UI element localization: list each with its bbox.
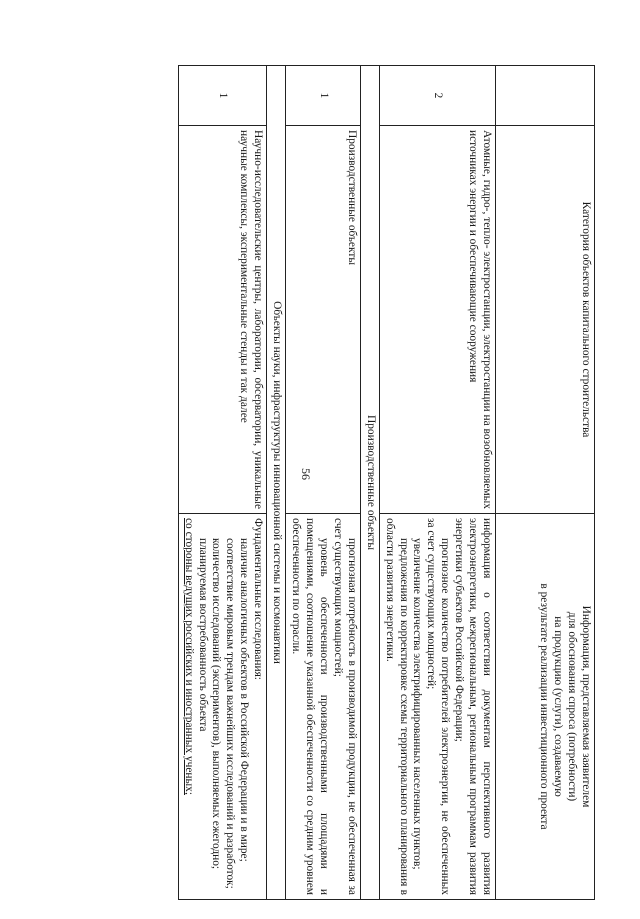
- table-row-science: [178, 66, 266, 900]
- info-paragraph: со стороны ведущих российских и иностранных ученых;: [182, 518, 195, 796]
- info-paragraph: уровень обеспеченности производственными площадями и помещениями, соотношение указанной обеспеченности со средним уровнем обеспеченности по отрасли.: [290, 518, 330, 895]
- info-paragraph: наличие аналогичных объектов в Российской Федерации и в мире;: [238, 538, 251, 862]
- header-number-cell: [496, 66, 595, 126]
- row-number: 1: [178, 66, 266, 126]
- page-number: 56: [299, 468, 313, 480]
- row-info: [178, 514, 266, 900]
- table-row-energy: [379, 66, 495, 900]
- info-paragraph: количество исследований (экспериментов), выполняемых ежегодно;: [210, 538, 223, 870]
- row-info: [286, 514, 361, 900]
- document-sheet: [76, 65, 595, 899]
- section-row-science: [267, 66, 286, 900]
- info-paragraph: предложения по корректировке схемы территориального планирования в области развития энергетики.: [383, 518, 410, 895]
- section-title: Производственные объекты: [360, 66, 379, 900]
- row-number: 1: [286, 66, 361, 126]
- info-paragraph: информация о соответствии документам перспективного развития электроэнергетики, межрегиональным, региональным программам развития энергетики субъектов Российской Федерации;: [453, 518, 493, 895]
- header-info: [496, 514, 595, 900]
- table-header-row: [496, 66, 595, 900]
- row-number: 2: [379, 66, 495, 126]
- table-row-production: [286, 66, 361, 900]
- header-info-line: в результате реализации инвестиционного проекта: [538, 583, 551, 830]
- info-title: Фундаментальные исследования:: [252, 518, 265, 680]
- info-paragraph: прогнозное количество потребителей электроэнергии, не обеспеченных за счет существующих мощностей;: [425, 518, 452, 895]
- row-category: Научно-исследовательские центры, лаборатории, обсерватории, уникальные научные комплексы, экспериментальные стенды и так далее: [178, 126, 266, 514]
- info-paragraph: соответствие мировым трендам важнейших исследований и разработок;: [224, 538, 237, 889]
- header-category: Категория объектов капитального строительства: [496, 126, 595, 514]
- row-category: Производственные объекты: [286, 126, 361, 514]
- section-row-production: [360, 66, 379, 900]
- info-paragraph: планируемая востребованность объекта: [196, 538, 209, 732]
- section-title: Объекты науки, инфраструктуры инновационной системы и космонавтики: [267, 66, 286, 900]
- info-paragraph: увеличение количества электрифицированных населенных пунктов;: [411, 538, 424, 870]
- header-info-line: для обоснования спроса (потребности): [566, 611, 579, 802]
- requirements-table: [178, 65, 595, 900]
- header-info-line: на продукцию (услуги), создаваемую: [552, 616, 565, 797]
- header-info-line: Информация, представляемая заявителем: [580, 605, 592, 808]
- row-category: Атомные, гидро-, тепло- электростанции, электростанции на возобновляемых источниках энергии и обеспечивающие сооружения: [379, 126, 495, 514]
- row-info: [379, 514, 495, 900]
- info-paragraph: прогнозная потребность в производимой продукции, не обеспеченная за счет существующих мощностей;: [331, 518, 358, 895]
